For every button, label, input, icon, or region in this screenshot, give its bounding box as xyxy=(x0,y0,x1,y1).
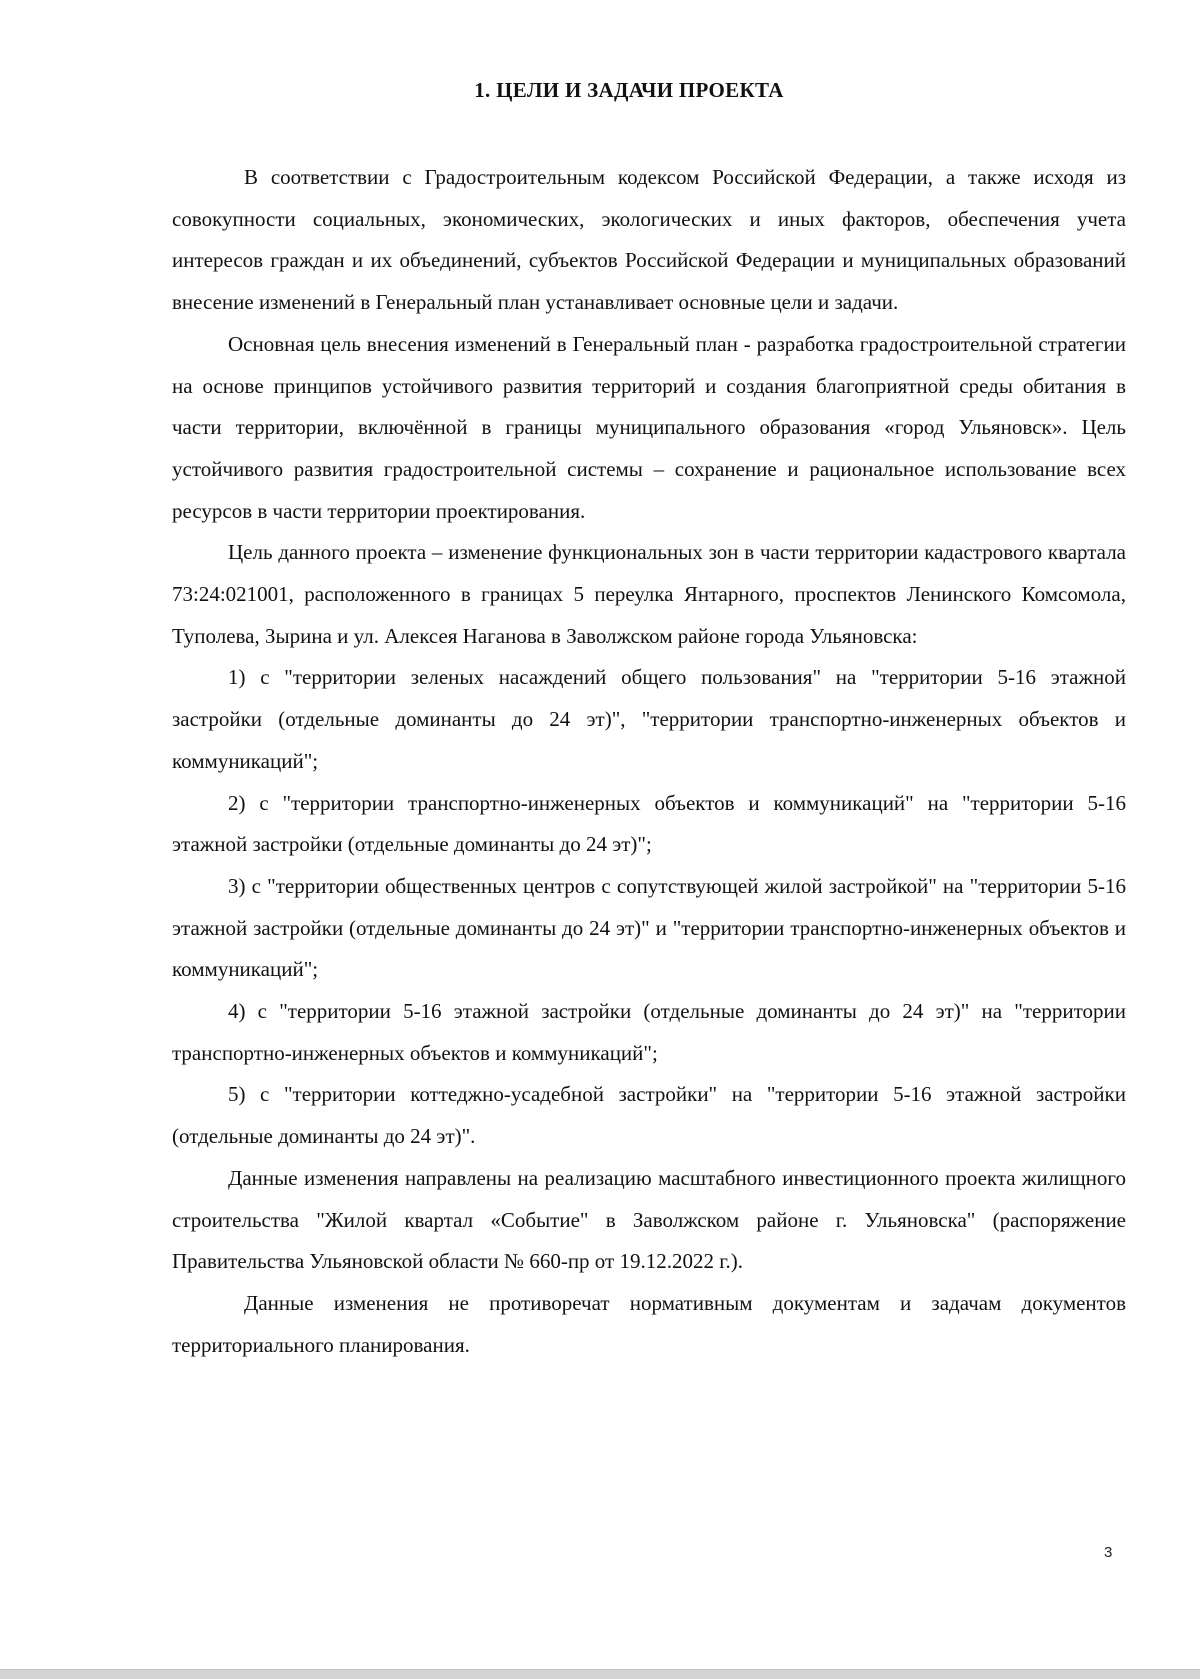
list-item-5: 5) с "территории коттеджно-усадебной застройки" на "территории 5-16 этажной застройки (отдельные доминанты до 24 эт)". xyxy=(172,1082,1126,1149)
section-heading: 1. ЦЕЛИ И ЗАДАЧИ ПРОЕКТА xyxy=(474,78,784,102)
list-item-2: 2) с "территории транспортно-инженерных объектов и коммуникаций" на "территории 5-16 этажной застройки (отдельные доминанты до 24 эт)"; xyxy=(172,790,1126,857)
paragraph-project-goal: Цель данного проекта – изменение функциональных зон в части территории кадастрового квартала 73:24:021001, расположенного в границах 5 переулка Янтарного, проспектов Ленинского Комсомола, Туполева, Зырина и ул. Алексея Наганова в Заволжском районе города Ульяновска: xyxy=(172,540,1126,648)
list-item-3: 3) с "территории общественных центров с сопутствующей жилой застройкой" на "территории 5-16 этажной застройки (отдельные доминанты до 24 эт)" и "территории транспортно-инженерных объектов и коммуникаций"; xyxy=(172,873,1126,982)
page-bottom-border xyxy=(0,1669,1200,1679)
paragraph-main-goal: Основная цель внесения изменений в Генеральный план - разработка градостроительной стратегии на основе принципов устойчивого развития территорий и создания благоприятной среды обитания в части территории, включённой в границы муниципального образования «город Ульяновск». Цель устойчивого развития градостроительной системы – сохранение и рациональное использование всех ресурсов в части территории проектирования. xyxy=(172,331,1126,523)
document-body xyxy=(172,157,1126,1366)
page-number: 3 xyxy=(1104,1544,1113,1561)
list-item-1: 1) с "территории зеленых насаждений общего пользования" на "территории 5-16 этажной застройки (отдельные доминанты до 24 эт)", "территории транспортно-инженерных объектов и коммуникаций"; xyxy=(172,665,1126,773)
paragraph-investment-project: Данные изменения направлены на реализацию масштабного инвестиционного проекта жилищного строительства "Жилой квартал «Событие" в Заволжском районе г. Ульяновска" (распоряжение Правительства Ульяновской области № 660-пр от 19.12.2022 г.). xyxy=(172,1165,1126,1274)
paragraph-intro: В соответствии с Градостроительным кодексом Российской Федерации, а также исходя из совокупности социальных, экономических, экологических и иных факторов, обеспечения учета интересов граждан и их объединений, субъектов Российской Федерации и муниципальных образований внесение изменений в Генеральный план устанавливает основные цели и задачи. xyxy=(172,165,1126,315)
paragraph-compliance: Данные изменения не противоречат нормативным документам и задачам документов территориального планирования. xyxy=(172,1290,1126,1357)
list-item-4: 4) с "территории 5-16 этажной застройки (отдельные доминанты до 24 эт)" на "территории транспортно-инженерных объектов и коммуникаций"; xyxy=(172,999,1126,1065)
